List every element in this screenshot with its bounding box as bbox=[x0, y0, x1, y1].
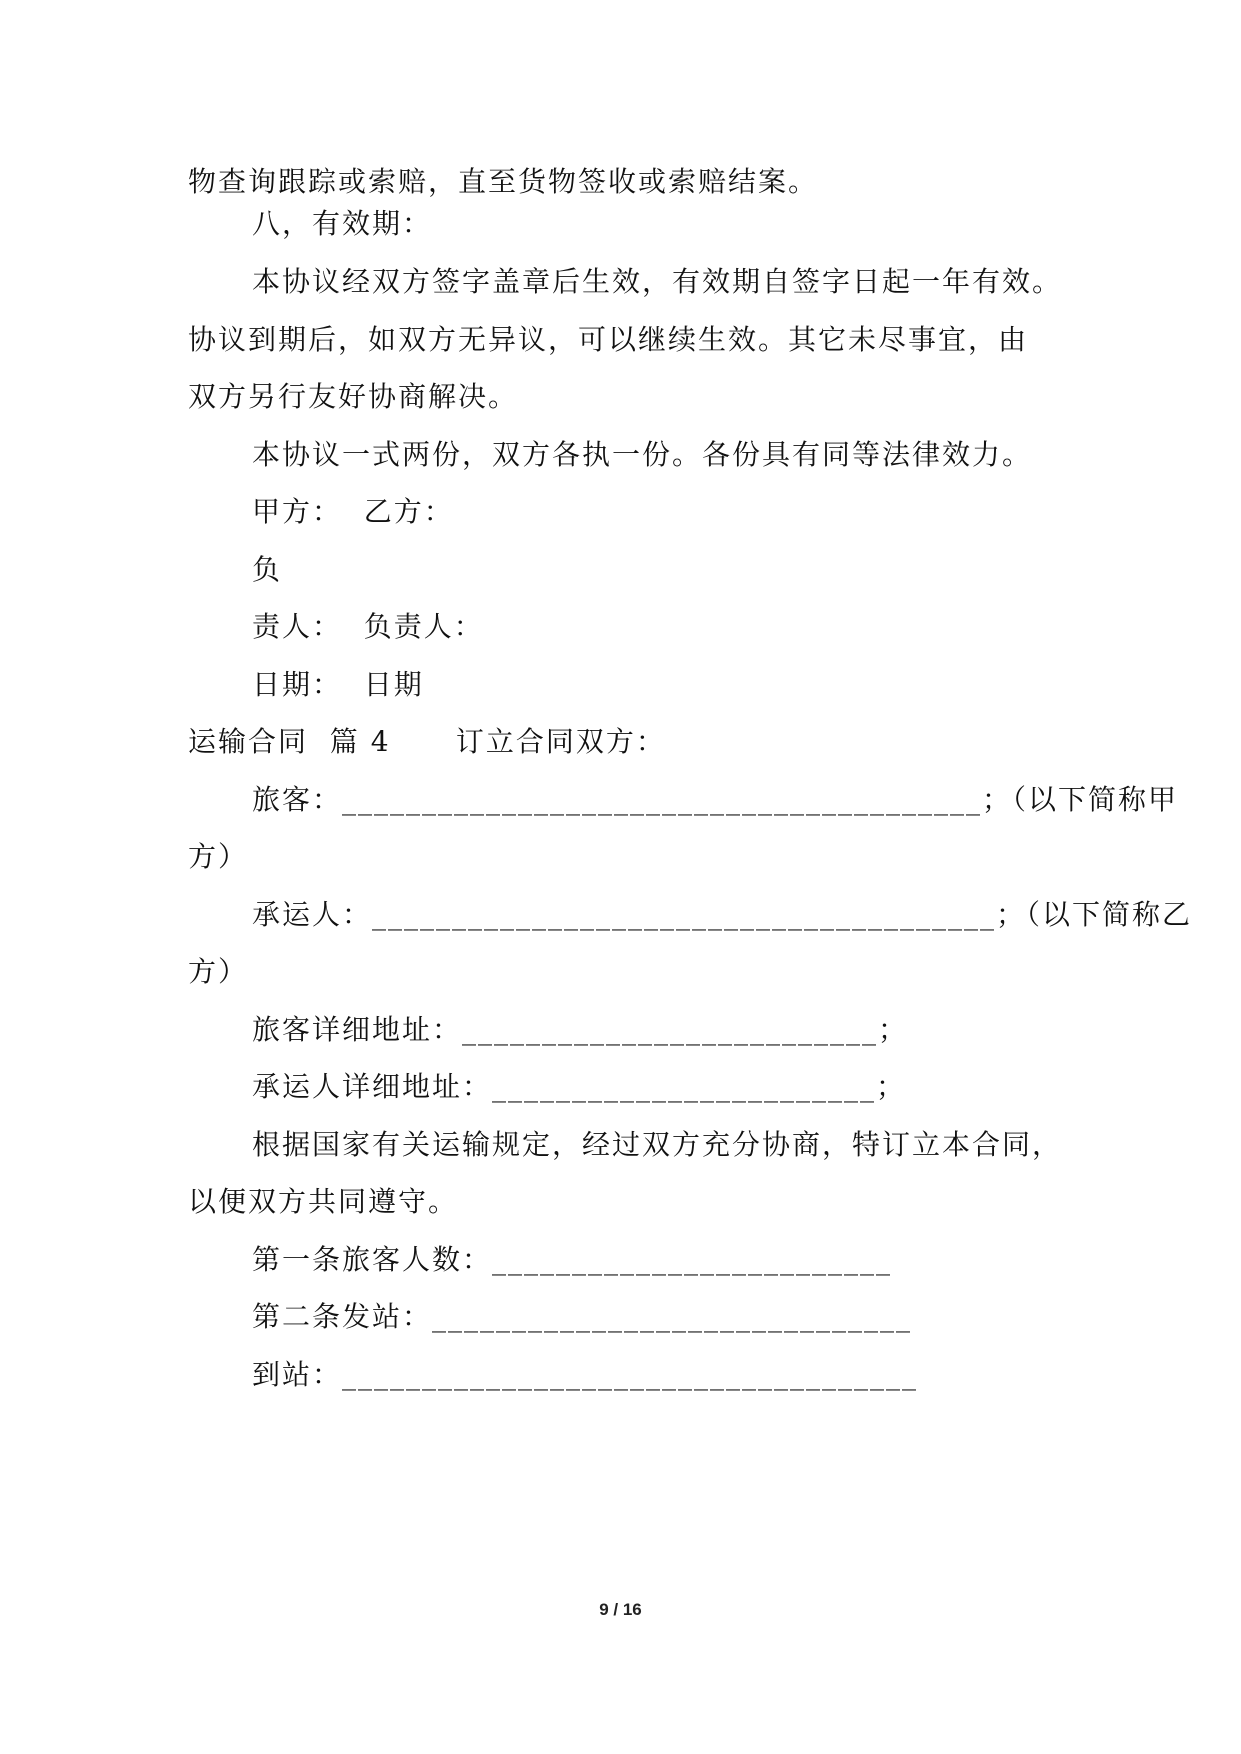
body-line: 根据国家有关运输规定，经过双方充分协商，特订立本合同， bbox=[252, 1128, 1063, 1161]
signature-line: 日期： 日期 bbox=[252, 668, 424, 701]
body-line: 本协议一式两份，双方各执一份。各份具有同等法律效力。 bbox=[252, 438, 1033, 471]
form-line: 到站：____________________________________ bbox=[252, 1358, 919, 1391]
page-number: 9 / 16 bbox=[599, 1600, 642, 1619]
section-heading: 八，有效期： bbox=[252, 207, 433, 240]
form-line: 承运人详细地址：________________________； bbox=[252, 1070, 907, 1103]
body-line: 物查询跟踪或索赔，直至货物签收或索赔结案。 bbox=[188, 165, 819, 198]
body-line: 方） bbox=[188, 840, 249, 873]
form-line: 承运人：_______________________________________；（以下简称乙 bbox=[252, 898, 1193, 931]
signature-line: 甲方： 乙方： bbox=[252, 495, 454, 528]
body-line: 双方另行友好协商解决。 bbox=[188, 380, 519, 413]
signature-line: 负 bbox=[252, 553, 283, 586]
form-line: 旅客：________________________________________；（以下简称甲 bbox=[252, 783, 1179, 816]
body-line: 方） bbox=[188, 955, 249, 988]
signature-line: 责人： 负责人： bbox=[252, 610, 484, 643]
body-line: 协议到期后，如双方无异议，可以继续生效。其它未尽事宜，由 bbox=[188, 323, 1029, 356]
body-line: 本协议经双方签字盖章后生效，有效期自签字日起一年有效。 bbox=[252, 265, 1063, 298]
form-line: 第一条旅客人数：_________________________ bbox=[252, 1243, 893, 1276]
form-line: 旅客详细地址：__________________________； bbox=[252, 1013, 909, 1046]
body-line: 以便双方共同遵守。 bbox=[188, 1185, 459, 1218]
form-line: 第二条发站：______________________________ bbox=[252, 1300, 913, 1333]
contract-title: 运输合同 篇 4 订立合同双方： bbox=[188, 725, 666, 758]
